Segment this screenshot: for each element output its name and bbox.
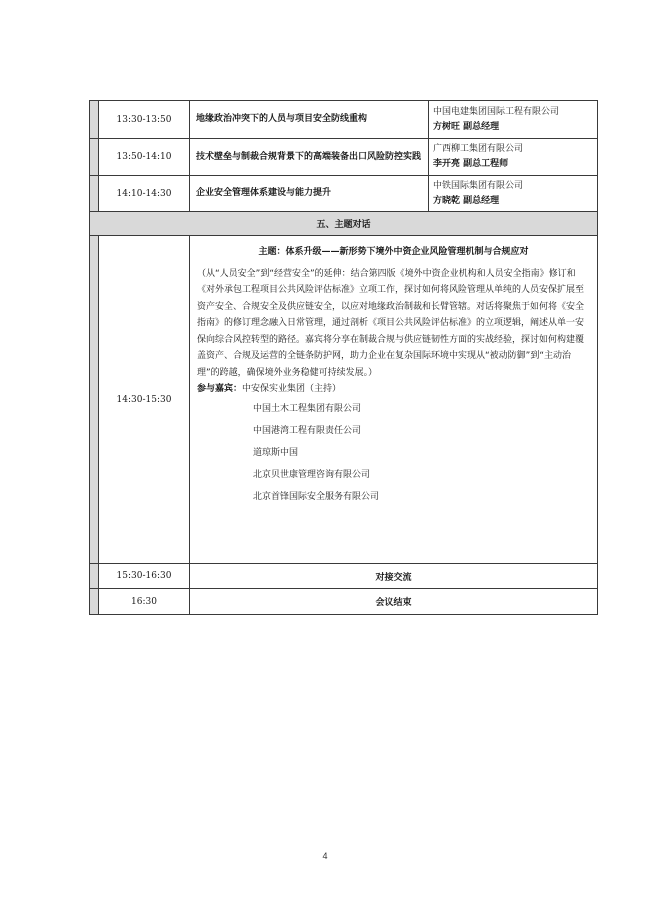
speaker-org: 广西柳工集团有限公司 bbox=[433, 144, 524, 154]
speaker-name: 方树旺 副总经理 bbox=[433, 121, 500, 132]
guest-name: 北京首锋国际安全服务有限公司 bbox=[253, 492, 380, 502]
session-topic: 地缘政治冲突下的人员与项目安全防线重构 bbox=[190, 101, 429, 139]
session-topic: 技术壁垒与制裁合规背景下的高端装备出口风险防控实践 bbox=[190, 139, 429, 176]
guest-name: 中国港湾工程有限责任公司 bbox=[253, 426, 362, 436]
dialog-cell bbox=[190, 236, 598, 564]
session-time: 13:50-14:10 bbox=[99, 139, 190, 176]
session-time: 14:10-14:30 bbox=[99, 176, 190, 212]
guests-label: 参与嘉宾： bbox=[197, 384, 243, 394]
row-marker bbox=[90, 101, 99, 139]
session-time: 15:30-16:30 bbox=[99, 564, 190, 589]
agenda-row bbox=[90, 176, 598, 212]
guest-name: 中国土木工程集团有限公司 bbox=[253, 404, 362, 414]
speaker-org: 中国电建集团国际工程有限公司 bbox=[433, 106, 560, 117]
agenda-row bbox=[90, 589, 598, 615]
guest-name: 道琼斯中国 bbox=[253, 448, 299, 458]
section-title: 五、主题对话 bbox=[90, 212, 598, 236]
speaker-cell bbox=[429, 176, 598, 212]
row-marker bbox=[90, 564, 99, 589]
dialog-description: （从“人员安全”到“经营安全”的延伸：结合第四版《境外中资企业机构和人员安全指南》修订和《对外承包工程项目公共风险评估标准》立项工作，探讨如何将风险管理从单纯的人员安保扩展至资产安全、合规安全及供应链安全，以应对地缘政治制裁和长臂管辖。对话将聚焦于如何将《安全指南》的修订理念融入日常管理，通过剖析《项目公共风险评估标准》的立项逻辑，阐述从单一安保向综合风控转型的路径。嘉宾将分享在制裁合规与供应链韧性方面的实战经验，探讨如何构建覆盖资产、合规及运营的全链条防护网，助力企业在复杂国际环境中实现从“被动防御”到“主动治理”的跨越，确保境外业务稳健可持续发展。） bbox=[197, 268, 585, 378]
session-topic: 企业安全管理体系建设与能力提升 bbox=[190, 176, 429, 212]
speaker-cell bbox=[429, 139, 598, 176]
session-time: 13:30-13:50 bbox=[99, 101, 190, 139]
row-marker bbox=[90, 176, 99, 212]
section-header-row bbox=[90, 212, 598, 236]
agenda-row bbox=[90, 139, 598, 176]
speaker-name: 方晓乾 副总经理 bbox=[433, 195, 500, 206]
row-marker bbox=[90, 589, 99, 615]
row-marker bbox=[90, 139, 99, 176]
session-topic: 会议结束 bbox=[190, 589, 598, 615]
dialog-title: 主题：体系升级——新形势下境外中资企业风险管理机制与合规应对 bbox=[258, 247, 529, 257]
row-marker bbox=[90, 236, 99, 564]
agenda-table bbox=[89, 100, 598, 615]
agenda-row bbox=[90, 564, 598, 589]
dialog-row bbox=[90, 236, 598, 564]
session-topic: 对接交流 bbox=[190, 564, 598, 589]
session-time: 14:30-15:30 bbox=[99, 236, 190, 564]
agenda-row bbox=[90, 101, 598, 139]
speaker-cell bbox=[429, 101, 598, 139]
guest-list-first bbox=[197, 381, 590, 398]
page-number: 4 bbox=[322, 851, 328, 861]
speaker-org: 中铁国际集团有限公司 bbox=[433, 180, 524, 191]
guest-name: 中安保实业集团（主持） bbox=[242, 384, 342, 394]
guest-name: 北京贝世康管理咨询有限公司 bbox=[253, 470, 371, 480]
speaker-name: 李开亮 副总工程师 bbox=[433, 159, 509, 169]
session-time: 16:30 bbox=[99, 589, 190, 615]
